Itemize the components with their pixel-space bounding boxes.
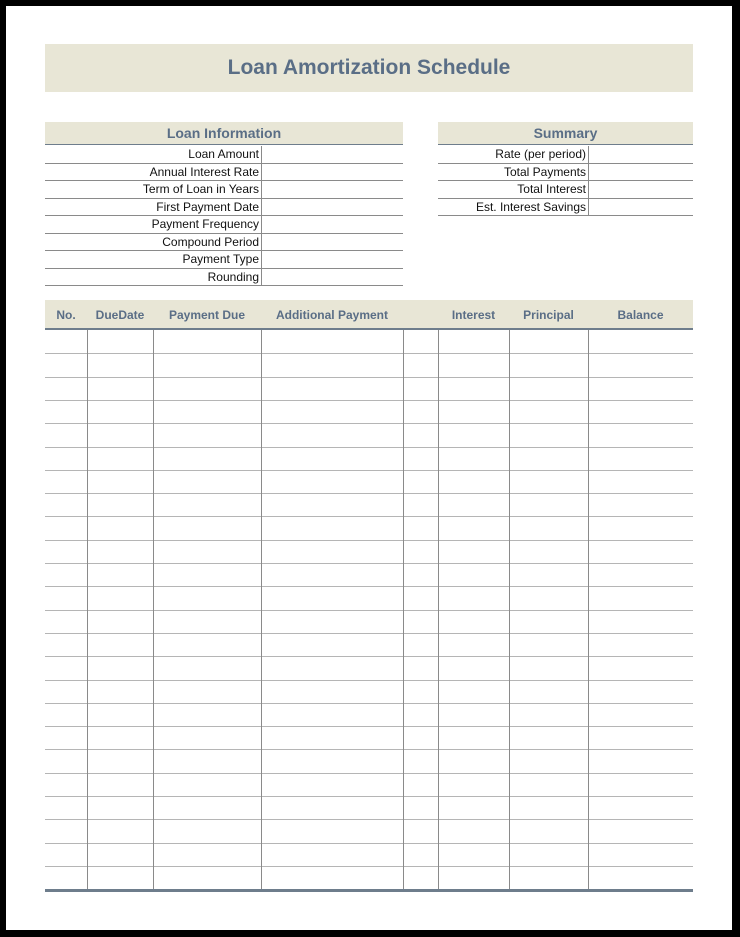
loan-info-value-field[interactable] [261, 216, 403, 233]
summary-label: Total Payments [503, 164, 586, 179]
table-row-divider [45, 726, 693, 727]
loan-info-value-field[interactable] [261, 199, 403, 216]
loan-info-label: Payment Type [182, 252, 259, 266]
loan-info-value-field[interactable] [261, 164, 403, 181]
summary-label: Total Interest [517, 182, 586, 196]
table-row-divider [45, 749, 693, 750]
table-column-divider [438, 330, 439, 890]
page-title: Loan Amortization Schedule [45, 44, 693, 92]
table-row-divider [45, 586, 693, 587]
table-column-divider [87, 330, 88, 890]
column-header-interest: Interest [451, 308, 496, 322]
loan-info-row [45, 269, 403, 287]
table-row-divider [45, 796, 693, 797]
loan-info-label: Rounding [207, 269, 259, 284]
column-header-additional-payment: Additional Payment [275, 308, 388, 322]
loan-info-value-field[interactable] [261, 146, 403, 163]
loan-info-value-field[interactable] [261, 251, 403, 268]
table-row-divider [45, 843, 693, 844]
table-row-divider [45, 400, 693, 401]
table-row-divider [45, 447, 693, 448]
table-row-divider [45, 773, 693, 774]
loan-info-value-field[interactable] [261, 181, 403, 198]
loan-information-heading: Loan Information [45, 122, 403, 145]
summary-row [438, 181, 693, 199]
column-header-principal: Principal [523, 308, 574, 322]
loan-info-label: Payment Frequency [151, 217, 259, 231]
loan-info-row [45, 234, 403, 252]
table-row-divider [45, 866, 693, 867]
table-row-divider [45, 516, 693, 517]
table-row-divider [45, 540, 693, 541]
loan-info-row [45, 216, 403, 234]
table-column-divider [403, 330, 404, 890]
summary-value-field[interactable] [588, 199, 693, 216]
table-column-divider [261, 330, 262, 890]
table-column-divider [509, 330, 510, 890]
loan-info-value-field[interactable] [261, 269, 403, 286]
summary-row [438, 199, 693, 217]
loan-info-row [45, 251, 403, 269]
loan-info-row [45, 164, 403, 182]
table-row-divider [45, 819, 693, 820]
loan-info-label: Annual Interest Rate [149, 164, 259, 179]
column-header-payment-due: Payment Due [168, 308, 246, 322]
loan-info-label: Term of Loan in Years [142, 182, 259, 196]
summary-heading: Summary [438, 122, 693, 145]
loan-info-row [45, 181, 403, 199]
table-row-divider [45, 493, 693, 494]
column-header-balance: Balance [617, 308, 664, 322]
loan-info-label: Loan Amount [188, 147, 259, 161]
column-header-due-date: DueDate [95, 308, 145, 322]
schedule-table-header [45, 300, 693, 330]
table-row-divider [45, 563, 693, 564]
summary-row [438, 164, 693, 182]
table-row-divider [45, 703, 693, 704]
table-row-divider [45, 470, 693, 471]
table-row-divider [45, 656, 693, 657]
loan-info-value-field[interactable] [261, 234, 403, 251]
summary-row [438, 146, 693, 164]
table-row-divider [45, 610, 693, 611]
table-column-divider [153, 330, 154, 890]
summary-value-field[interactable] [588, 181, 693, 198]
loan-info-label: Compound Period [162, 234, 259, 249]
loan-info-row [45, 146, 403, 164]
summary-value-field[interactable] [588, 164, 693, 181]
document-page [6, 6, 732, 930]
table-row-divider [45, 680, 693, 681]
summary-value-field[interactable] [588, 146, 693, 163]
summary-label: Rate (per period) [495, 147, 586, 161]
table-row-divider [45, 423, 693, 424]
table-row-divider [45, 353, 693, 354]
table-row-divider [45, 633, 693, 634]
loan-info-label: First Payment Date [156, 199, 259, 214]
summary-label: Est. Interest Savings [475, 199, 586, 214]
table-bottom-border [45, 889, 693, 892]
schedule-table-body [45, 330, 693, 890]
column-header-no: No. [56, 308, 76, 322]
loan-info-row [45, 199, 403, 217]
table-row-divider [45, 377, 693, 378]
table-column-divider [588, 330, 589, 890]
